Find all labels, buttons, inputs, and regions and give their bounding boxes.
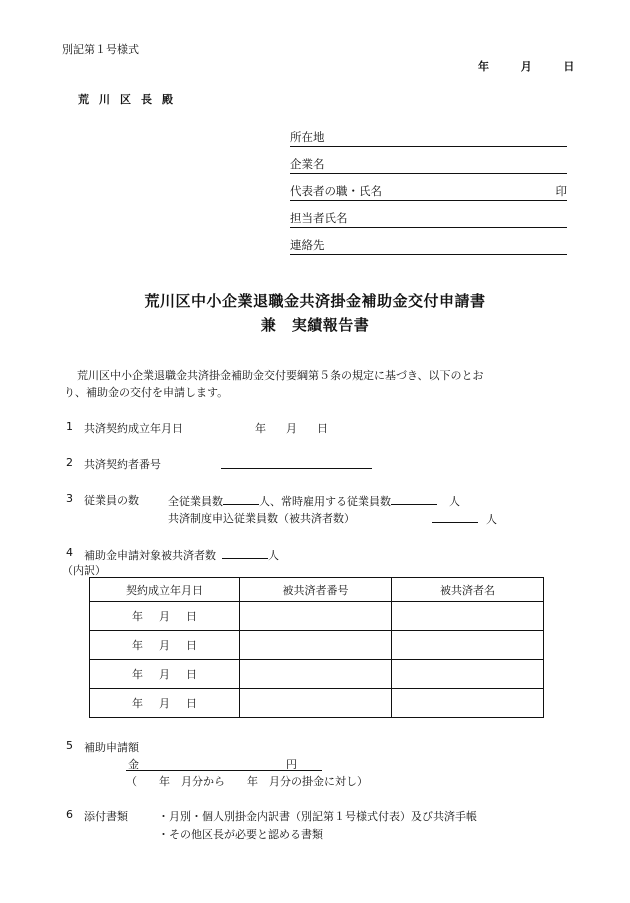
row-year: 年: [132, 610, 143, 623]
table-header-row: [90, 578, 544, 602]
money-unit: 円: [286, 758, 297, 771]
column-header-insured-number: 被共済者番号: [240, 578, 392, 602]
item-4-label: 補助金申請対象被共済者数: [84, 549, 216, 562]
item-1-label: 共済契約成立年月日: [84, 422, 183, 435]
row-month: 月: [159, 697, 170, 710]
insured-number-cell[interactable]: [240, 602, 392, 631]
contract-date-cell[interactable]: [90, 689, 240, 718]
date-day-label: 日: [563, 60, 575, 73]
item-2-number: 2: [66, 456, 73, 469]
item-1-month: 月: [286, 422, 297, 435]
insured-name-cell[interactable]: [392, 602, 544, 631]
column-header-contract-date: 契約成立年月日: [90, 578, 240, 602]
applicant-field-phone[interactable]: [290, 238, 567, 255]
item-4-number: 4: [66, 546, 73, 559]
row-month: 月: [159, 610, 170, 623]
row-day: 日: [186, 610, 197, 623]
applicant-field-contact-person[interactable]: [290, 211, 567, 228]
table-row: [90, 631, 544, 660]
row-month: 月: [159, 668, 170, 681]
money-prefix: 金: [128, 758, 139, 771]
date-month-label: 月: [520, 60, 532, 73]
form-label: 別記第１号様式: [62, 43, 139, 56]
contract-date-cell[interactable]: [90, 660, 240, 689]
enrolled-employees-label: 共済制度申込従業員数（被共済者数）: [168, 512, 355, 525]
table-row: [90, 660, 544, 689]
enrolled-employees-field[interactable]: [432, 510, 478, 523]
column-header-insured-name: 被共済者名: [392, 578, 544, 602]
item-6-number: 6: [66, 808, 73, 821]
insured-name-cell[interactable]: [392, 660, 544, 689]
attachment-1: ・月別・個人別掛金内訳書（別記第１号様式付表）及び共済手帳: [158, 810, 477, 823]
intro-line-1: 荒川区中小企業退職金共済掛金補助金交付要綱第５条の規定に基づき、以下のとお: [77, 369, 484, 382]
item-1-day: 日: [317, 422, 328, 435]
document-subtitle: 兼 実績報告書: [260, 316, 370, 334]
item-3-line-1: [168, 492, 460, 509]
item-4-line: [84, 546, 279, 563]
enrolled-employees-unit: 人: [486, 513, 497, 526]
date-header: [478, 58, 574, 74]
regular-employees-label: 人、常時雇用する従業員数: [259, 495, 391, 508]
addressee: 荒川区長殿: [78, 93, 183, 106]
item-4-count-field[interactable]: [222, 546, 268, 559]
attachment-2: ・その他区長が必要と認める書類: [158, 828, 323, 841]
subsidy-period-note: （ 年 月分から 年 月分の掛金に対し）: [126, 775, 368, 788]
insured-number-cell[interactable]: [240, 660, 392, 689]
item-1-year: 年: [255, 422, 266, 435]
enrolled-employees-entry: [432, 510, 497, 527]
item-3-number: 3: [66, 492, 73, 505]
insured-name-cell[interactable]: [392, 631, 544, 660]
applicant-field-label: 代表者の職・氏名: [290, 184, 382, 198]
regular-employees-unit: 人: [449, 495, 460, 508]
item-3-label: 従業員の数: [84, 494, 139, 507]
row-day: 日: [186, 668, 197, 681]
applicant-field-label: 所在地: [290, 130, 325, 144]
date-year-label: 年: [478, 60, 489, 73]
breakdown-table: [89, 577, 544, 718]
insured-number-cell[interactable]: [240, 689, 392, 718]
applicant-field-label: 連絡先: [290, 238, 325, 252]
applicant-field-label: 企業名: [290, 157, 325, 171]
row-day: 日: [186, 639, 197, 652]
row-day: 日: [186, 697, 197, 710]
insured-name-cell[interactable]: [392, 689, 544, 718]
item-5-label: 補助申請額: [84, 741, 139, 754]
applicant-field-company[interactable]: [290, 157, 567, 174]
item-1-number: 1: [66, 420, 73, 433]
insured-number-cell[interactable]: [240, 631, 392, 660]
total-employees-field[interactable]: [223, 492, 259, 505]
regular-employees-field[interactable]: [391, 492, 437, 505]
contract-date-cell[interactable]: [90, 602, 240, 631]
item-6-label: 添付書類: [84, 810, 128, 823]
contract-date-cell[interactable]: [90, 631, 240, 660]
breakdown-label: （内訳）: [62, 564, 106, 577]
table-row: [90, 689, 544, 718]
item-2-contract-number-field[interactable]: [221, 454, 372, 469]
item-5-number: 5: [66, 739, 73, 752]
row-year: 年: [132, 639, 143, 652]
total-employees-label: 全従業員数: [168, 495, 223, 508]
applicant-field-representative[interactable]: [290, 184, 567, 201]
item-2-label: 共済契約者番号: [84, 458, 161, 471]
table-row: [90, 602, 544, 631]
row-month: 月: [159, 639, 170, 652]
applicant-field-address[interactable]: [290, 130, 567, 147]
applicant-field-label: 担当者氏名: [290, 211, 348, 225]
document-title: 荒川区中小企業退職金共済掛金補助金交付申請書: [144, 292, 486, 310]
intro-line-2: り、補助金の交付を申請します。: [64, 386, 229, 399]
item-4-unit: 人: [268, 549, 279, 562]
row-year: 年: [132, 668, 143, 681]
row-year: 年: [132, 697, 143, 710]
item-3-line-2: [168, 510, 355, 526]
item-1-date[interactable]: [255, 420, 328, 436]
seal-mark: 印: [555, 184, 567, 198]
